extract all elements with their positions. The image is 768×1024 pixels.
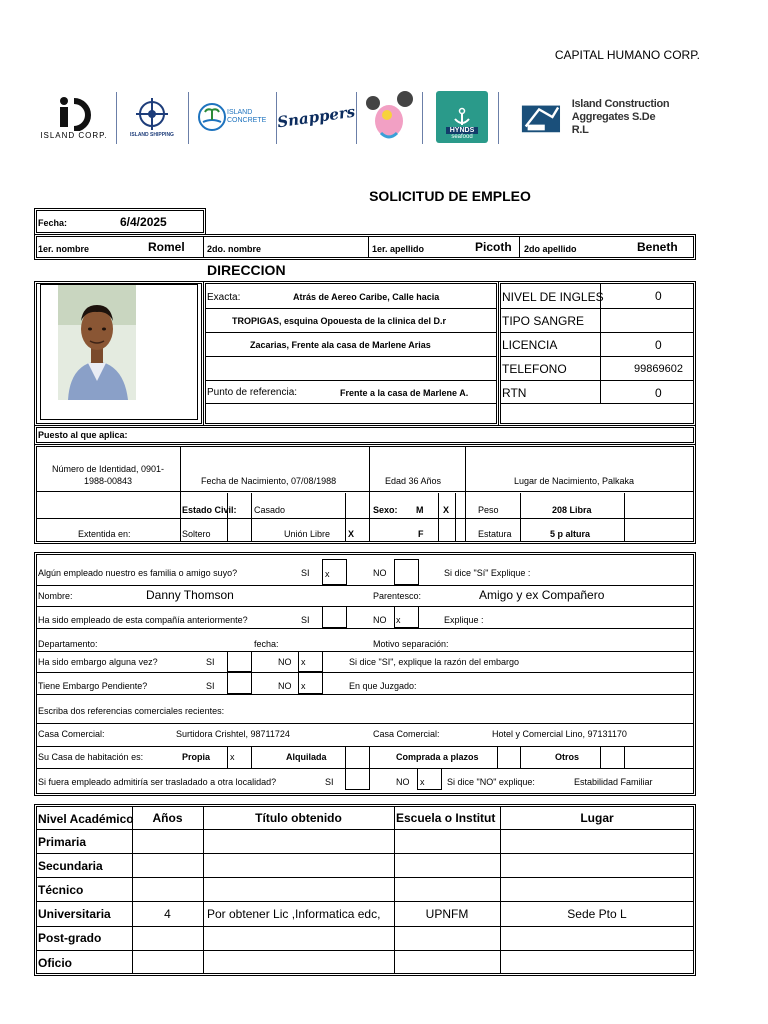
company-logos: [36, 86, 696, 152]
rtn-label: RTN: [502, 386, 527, 400]
embargo-no-label: NO: [278, 657, 292, 667]
empleado-si-label: SI: [301, 615, 310, 625]
traslado-no-label: NO: [396, 777, 410, 787]
embargo-no-mark: x: [301, 657, 306, 667]
edu-universitaria-anos[interactable]: 4: [164, 907, 171, 921]
sexo-m: M: [416, 505, 424, 515]
edu-header-nivel: Nivel Académico: [38, 812, 134, 826]
casa-propia: Propia: [182, 752, 211, 762]
edu-row-oficio: Oficio: [38, 956, 73, 970]
applicant-photo: [58, 285, 136, 400]
personal-info: [34, 444, 696, 544]
first-name-label: 1er. nombre: [38, 244, 90, 254]
first-name-value[interactable]: Romel: [148, 240, 185, 254]
casa-propia-mark[interactable]: x: [230, 752, 235, 762]
direccion-exacta-label: Exacta:: [207, 292, 241, 303]
traslado-si-box[interactable]: [345, 768, 370, 790]
estado-civil-label: Estado Civil:: [182, 505, 237, 515]
direccion-heading: DIRECCION: [207, 262, 286, 278]
edad[interactable]: Edad 36 Años: [385, 476, 442, 486]
embargo-si-box[interactable]: [227, 651, 252, 672]
ingles-label: NIVEL DE INGLES: [502, 290, 604, 304]
extendida-label: Extentida en:: [78, 529, 131, 539]
referencia-label: Punto de referencia:: [207, 387, 298, 398]
peso-label: Peso: [478, 505, 499, 515]
referencia-1[interactable]: Surtidora Crishtel, 98711724: [176, 729, 290, 739]
estado-union-libre[interactable]: Unión Libre: [284, 529, 331, 539]
estatura-label: Estatura: [478, 529, 512, 539]
excavator-icon: [520, 97, 566, 137]
union-libre-mark[interactable]: X: [348, 529, 355, 539]
hynds-seafood-logo: HYNDS seafood: [434, 86, 490, 148]
estatura-value[interactable]: 5 p altura: [550, 529, 591, 539]
pendiente-si-box[interactable]: [227, 672, 252, 694]
licencia-label: LICENCIA: [502, 338, 558, 352]
edu-universitaria-lugar[interactable]: Sede Pto L: [567, 907, 627, 921]
character-logo: [360, 86, 418, 148]
edu-row-secundaria: Secundaria: [38, 859, 103, 873]
sexo-f[interactable]: F: [418, 529, 424, 539]
names-row: [34, 234, 696, 260]
fecha-value[interactable]: 6/4/2025: [120, 215, 167, 229]
second-name-label: 2do. nombre: [207, 244, 262, 254]
familia-si-label: SI: [301, 568, 310, 578]
pendiente-no-mark: x: [301, 681, 306, 691]
ingles-value[interactable]: 0: [655, 289, 662, 303]
island-shipping-logo: ISLAND SHIPPING: [120, 86, 184, 148]
juzgado-label: En que Juzgado:: [349, 681, 417, 691]
direccion-line-1[interactable]: Atrás de Aereo Caribe, Calle hacia: [293, 292, 440, 302]
sexo-m-mark[interactable]: X: [443, 505, 450, 515]
empleado-explique: Explique :: [444, 615, 484, 625]
direccion-line-3[interactable]: Zacarias, Frente ala casa de Marlene Arias: [250, 340, 431, 350]
last-name-1-value[interactable]: Picoth: [475, 240, 512, 254]
fecha-salida-label: fecha:: [254, 639, 279, 649]
traslado-si-label: SI: [325, 777, 334, 787]
island-corp-icon: [54, 95, 94, 131]
company-name: CAPITAL HUMANO CORP.: [554, 48, 700, 62]
edu-row-tecnico: Técnico: [38, 883, 84, 897]
cartoon-fish-icon: [363, 89, 415, 145]
ship-wheel-icon: [132, 96, 172, 132]
edu-header-titulo: Título obtenido: [255, 811, 342, 825]
embargo-si-label: SI: [206, 657, 215, 667]
direccion-line-2[interactable]: TROPIGAS, esquina Opouesta de la clinica del D.r: [232, 316, 447, 326]
address-block: [203, 281, 499, 426]
habitacion-label: Su Casa de habitación es:: [38, 752, 144, 762]
pendiente-si-label: SI: [206, 681, 215, 691]
palm-island-icon: [197, 102, 227, 132]
pendiente-no-label: NO: [278, 681, 292, 691]
familia-explique: Si dice "Sí" Explique :: [444, 568, 531, 578]
casa-comprada: Comprada a plazos: [396, 752, 479, 762]
island-concrete-logo: ISLAND CONCRETE: [192, 86, 272, 148]
embargo-question: Ha sido embargo alguna vez?: [38, 657, 158, 667]
motivo-label: Motivo separación:: [373, 639, 449, 649]
casa-comercial-1-label: Casa Comercial:: [38, 729, 105, 739]
lugar-nacimiento[interactable]: Lugar de Nacimiento, Palkaka: [514, 476, 635, 486]
licencia-value[interactable]: 0: [655, 338, 662, 352]
empleado-si-box[interactable]: [322, 606, 347, 628]
empleado-no-mark: x: [396, 615, 401, 625]
casa-otros: Otros: [555, 752, 580, 762]
familia-no-label: NO: [373, 568, 387, 578]
referencia-2[interactable]: Hotel y Comercial Lino, 97131170: [492, 729, 627, 739]
edu-header-anos: Años: [152, 811, 183, 825]
peso-value[interactable]: 208 Libra: [552, 505, 592, 515]
parentesco-value[interactable]: Amigo y ex Compañero: [479, 588, 605, 602]
puesto-label: Puesto al que aplica:: [38, 430, 128, 440]
applicant-portrait-icon: [58, 285, 136, 400]
last-name-2-value[interactable]: Beneth: [637, 240, 678, 254]
familia-no-box[interactable]: [394, 559, 419, 585]
referencias-label: Escriba dos referencias comerciales recientes:: [38, 706, 225, 716]
anchor-icon: [452, 107, 472, 127]
identidad-line-2[interactable]: 1988-00843: [83, 476, 133, 486]
pendiente-question: Tiene Embargo Pendiente?: [38, 681, 148, 691]
casa-alquilada: Alquilada: [286, 752, 327, 762]
snappers-logo: Snappers: [275, 102, 357, 132]
familia-question: Algún empleado nuestro es familia o amigo suyo?: [38, 568, 238, 578]
traslado-question: Si fuera empleado admitiría ser trasladado a otra localidad?: [38, 777, 277, 787]
traslado-no-mark: x: [420, 777, 425, 787]
form-title: SOLICITUD DE EMPLEO: [369, 188, 531, 204]
embargo-explique: Si dice "SI", explique la razón del embargo: [349, 657, 519, 667]
edu-universitaria-escuela[interactable]: UPNFM: [425, 907, 469, 921]
empleado-question: Ha sido empleado de esta compañía anteriormente?: [38, 615, 248, 625]
estado-casado[interactable]: Casado: [254, 505, 286, 515]
estado-soltero[interactable]: Soltero: [182, 529, 211, 539]
rtn-value[interactable]: 0: [655, 386, 662, 400]
nombre-value[interactable]: Danny Thomson: [146, 588, 234, 602]
telefono-value[interactable]: 99869602: [634, 363, 683, 375]
last-name-2-label: 2do apellido: [524, 244, 577, 254]
puesto-row: [34, 425, 696, 445]
island-corp-logo: ISLAND CORP.: [36, 86, 112, 148]
fecha-nacimiento[interactable]: Fecha de Nacimiento, 07/08/1988: [201, 476, 337, 486]
referencia-value[interactable]: Frente a la casa de Marlene A.: [340, 388, 469, 398]
empleado-no-label: NO: [373, 615, 387, 625]
familia-si-mark: x: [325, 569, 330, 579]
nombre-label: Nombre:: [38, 591, 73, 601]
edu-header-escuela: Escuela o Institut: [396, 811, 496, 825]
telefono-label: TELEFONO: [502, 362, 567, 376]
traslado-explique: Si dice "NO" explique:: [447, 777, 535, 787]
sexo-label: Sexo:: [373, 505, 398, 515]
traslado-razon[interactable]: Estabilidad Familiar: [574, 777, 653, 787]
edu-header-lugar: Lugar: [580, 811, 614, 825]
identidad-line-1[interactable]: Número de Identidad, 0901-: [51, 464, 165, 474]
edu-row-postgrado: Post-grado: [38, 931, 102, 945]
casa-comercial-2-label: Casa Comercial:: [373, 729, 440, 739]
edu-row-universitaria: Universitaria: [38, 907, 111, 921]
fecha-label: Fecha:: [38, 218, 68, 228]
departamento-label: Departamento:: [38, 639, 98, 649]
last-name-1-label: 1er. apellido: [372, 244, 425, 254]
island-construction-logo: Island Construction Aggregates S.De R.L: [520, 86, 670, 148]
edu-row-primaria: Primaria: [38, 835, 87, 849]
parentesco-label: Parentesco:: [373, 591, 422, 601]
sangre-label: TIPO SANGRE: [502, 314, 585, 328]
edu-universitaria-titulo[interactable]: Por obtener Lic ,Informatica edc,: [207, 907, 381, 921]
